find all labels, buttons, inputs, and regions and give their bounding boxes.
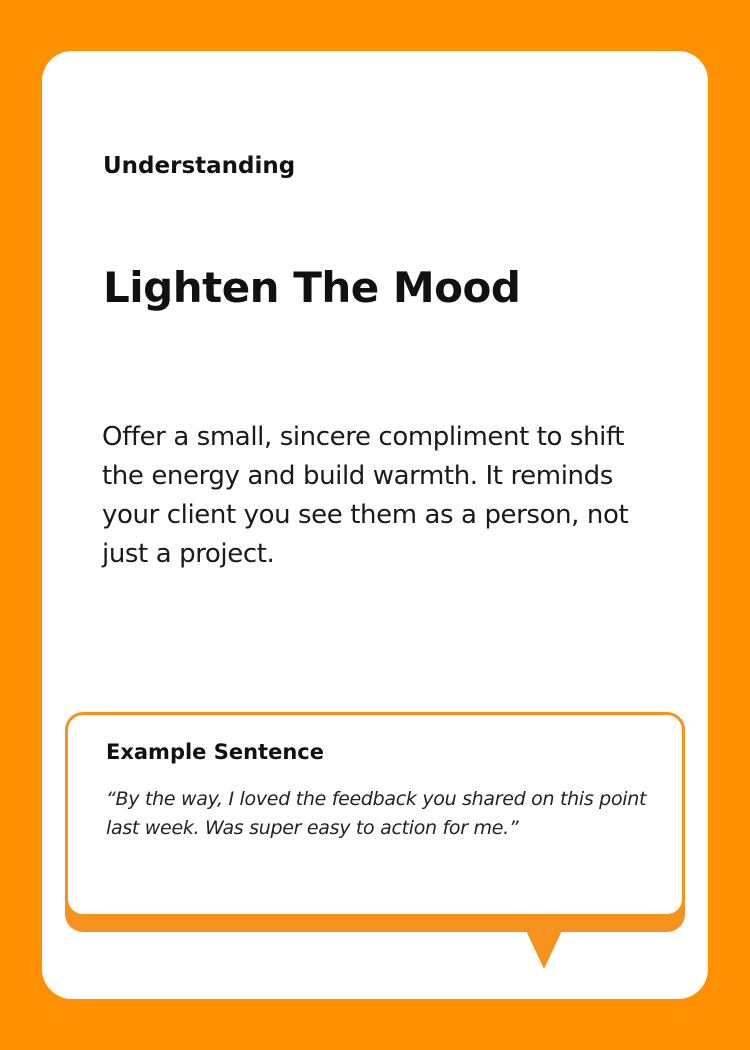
example-heading: Example Sentence bbox=[106, 740, 324, 764]
card-title: Lighten The Mood bbox=[103, 263, 521, 312]
speech-bubble-tail bbox=[522, 922, 566, 969]
example-sentence: “By the way, I loved the feedback you shared on this point last week. Was super easy to action for me.” bbox=[106, 788, 647, 839]
card-description: Offer a small, sincere compliment to shift the energy and build warmth. It reminds your client you see them as a person, not just a project. bbox=[102, 422, 629, 569]
prompt-card bbox=[42, 51, 708, 999]
card-category: Understanding bbox=[103, 153, 296, 179]
speech-bubble-panel bbox=[65, 712, 685, 917]
example-speech-bubble bbox=[65, 712, 685, 932]
